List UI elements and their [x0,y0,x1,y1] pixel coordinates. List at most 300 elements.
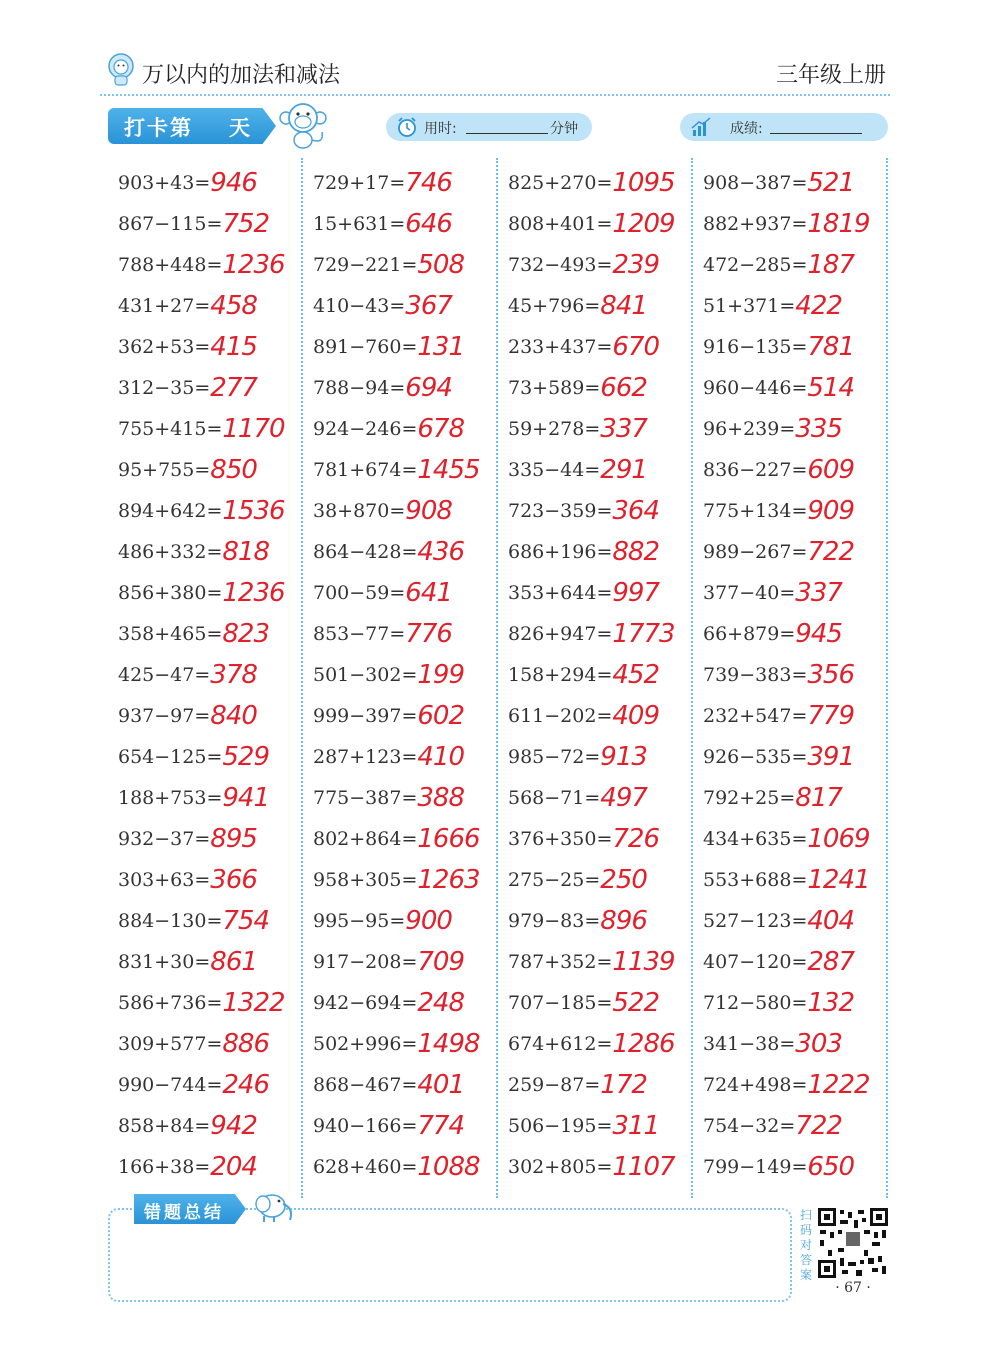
problem-item [703,535,854,565]
handwritten-answer[interactable]: 391 [807,742,855,772]
handwritten-answer[interactable]: 694 [405,373,452,403]
qr-code-icon[interactable] [818,1208,888,1278]
handwritten-answer[interactable]: 908 [405,496,452,526]
handwritten-answer[interactable]: 609 [807,455,855,485]
problem-equation: 729−221= [313,254,418,276]
problem-equation: 486+332= [118,541,223,563]
handwritten-answer[interactable]: 514 [807,373,855,403]
handwritten-answer[interactable]: 1139 [612,947,675,977]
problem-row [108,486,303,527]
handwritten-answer[interactable]: 199 [417,660,465,690]
handwritten-answer[interactable]: 646 [405,209,452,239]
problem-row [303,1101,498,1142]
handwritten-answer[interactable]: 1209 [612,209,675,239]
problem-item [703,207,870,237]
problem-equation: 856+380= [118,582,223,604]
problem-row [303,158,498,199]
problem-item [508,166,675,196]
handwritten-answer[interactable]: 817 [795,783,842,813]
handwritten-answer[interactable]: 941 [222,783,270,813]
problem-equation: 979−83= [508,910,601,932]
handwritten-answer[interactable]: 602 [417,701,465,731]
handwritten-answer[interactable]: 436 [417,537,465,567]
handwritten-answer[interactable]: 404 [807,906,855,936]
problem-item [508,781,647,811]
problem-equation: 59+278= [508,418,601,440]
problem-row [303,855,498,896]
problem-item [508,863,647,893]
handwritten-answer[interactable]: 1222 [807,1070,870,1100]
handwritten-answer[interactable]: 913 [600,742,647,772]
handwritten-answer[interactable]: 861 [210,947,257,977]
handwritten-answer[interactable]: 246 [222,1070,270,1100]
handwritten-answer[interactable]: 886 [222,1029,270,1059]
handwritten-answer[interactable]: 662 [600,373,647,403]
problem-item [118,781,269,811]
score-label: 成绩: [730,121,763,137]
problem-row [303,814,498,855]
handwritten-answer[interactable]: 909 [807,496,855,526]
problem-equation: 826+947= [508,623,613,645]
handwritten-answer[interactable]: 776 [405,619,452,649]
problem-row [108,773,303,814]
handwritten-answer[interactable]: 1286 [612,1029,675,1059]
problem-equation: 960−446= [703,377,808,399]
handwritten-answer[interactable]: 364 [612,496,660,526]
problem-equation: 781+674= [313,459,418,481]
problem-item [313,699,464,729]
handwritten-answer[interactable]: 1322 [222,988,285,1018]
problem-row [498,404,693,445]
problem-equation: 527−123= [703,910,808,932]
handwritten-answer[interactable]: 945 [795,619,842,649]
handwritten-answer[interactable]: 508 [417,250,465,280]
handwritten-answer[interactable]: 239 [612,250,660,280]
problem-item [118,207,269,237]
lion-mascot-icon [106,52,136,86]
handwritten-answer[interactable]: 1088 [417,1152,480,1182]
handwritten-answer[interactable]: 132 [807,988,855,1018]
problem-column-3 [498,158,693,1198]
problem-item [313,576,452,606]
problem-equation: 259−87= [508,1074,601,1096]
problem-item [313,1150,480,1180]
handwritten-answer[interactable]: 774 [417,1111,465,1141]
problem-row [108,855,303,896]
problem-equation: 611−202= [508,705,613,727]
handwritten-answer[interactable]: 287 [807,947,855,977]
handwritten-answer[interactable]: 726 [612,824,660,854]
handwritten-answer[interactable]: 722 [807,537,855,567]
handwritten-answer[interactable]: 670 [612,332,660,362]
handwritten-answer[interactable]: 1236 [222,578,285,608]
handwritten-answer[interactable]: 840 [210,701,257,731]
problem-grid [108,158,888,1198]
problem-row [108,445,303,486]
handwritten-answer[interactable]: 1455 [417,455,480,485]
problem-row [693,650,888,691]
problem-item [118,494,285,524]
problem-item [508,1068,647,1098]
handwritten-answer[interactable]: 388 [417,783,465,813]
handwritten-answer[interactable]: 248 [417,988,465,1018]
problem-row [108,199,303,240]
problem-equation: 66+879= [703,623,796,645]
handwritten-answer[interactable]: 131 [417,332,465,362]
problem-item [703,494,854,524]
problem-item [508,1109,659,1139]
handwritten-answer[interactable]: 942 [210,1111,257,1141]
problem-item [703,822,870,852]
problem-row [693,855,888,896]
problem-equation: 775+134= [703,500,808,522]
problem-row [498,1101,693,1142]
problem-row [108,978,303,1019]
problem-item [508,822,659,852]
problem-item [508,658,659,688]
problem-equation: 999−397= [313,705,418,727]
handwritten-answer[interactable]: 378 [210,660,257,690]
problem-row [108,1142,303,1183]
problem-item [508,699,659,729]
problem-row [693,568,888,609]
problem-item [703,248,854,278]
page-number: · 67 · [835,1280,871,1296]
handwritten-answer[interactable]: 250 [600,865,647,895]
handwritten-answer[interactable]: 1069 [807,824,870,854]
problem-row [693,281,888,322]
problem-row [303,445,498,486]
problem-equation: 755+415= [118,418,223,440]
problem-equation: 434+635= [703,828,808,850]
problem-equation: 45+796= [508,295,601,317]
problem-equation: 287+123= [313,746,418,768]
checkin-text [124,112,252,142]
handwritten-answer[interactable]: 303 [795,1029,842,1059]
handwritten-answer[interactable]: 997 [612,578,660,608]
problem-row [693,609,888,650]
handwritten-answer[interactable]: 1095 [612,168,675,198]
problem-item [118,740,269,770]
problem-item [703,1150,854,1180]
problem-row [303,281,498,322]
problem-equation: 916−135= [703,336,808,358]
handwritten-answer[interactable]: 900 [405,906,452,936]
handwritten-answer[interactable]: 1170 [222,414,285,444]
handwritten-answer[interactable]: 335 [795,414,842,444]
problem-item [703,412,842,442]
problem-item [118,330,257,360]
handwritten-answer[interactable]: 1241 [807,865,870,895]
problem-row [108,896,303,937]
problem-item [703,986,854,1016]
problem-row [498,937,693,978]
problem-row [303,650,498,691]
handwritten-answer[interactable]: 650 [807,1152,855,1182]
handwritten-answer[interactable]: 422 [795,291,842,321]
problem-item [118,986,285,1016]
problem-item [118,1109,257,1139]
problem-equation: 96+239= [703,418,796,440]
problem-equation: 302+805= [508,1156,613,1178]
handwritten-answer[interactable]: 1236 [222,250,285,280]
problem-row [693,1142,888,1183]
problem-item [313,1109,464,1139]
problem-row [108,322,303,363]
problem-equation: 868−467= [313,1074,418,1096]
problem-item [313,494,452,524]
handwritten-answer[interactable]: 754 [222,906,270,936]
problem-row [498,814,693,855]
handwritten-answer[interactable]: 882 [612,537,660,567]
handwritten-answer[interactable]: 337 [795,578,842,608]
handwritten-answer[interactable]: 311 [612,1111,660,1141]
problem-row [693,527,888,568]
problem-row [693,199,888,240]
problem-equation: 376+350= [508,828,613,850]
problem-item [508,740,647,770]
problem-equation: 700−59= [313,582,406,604]
problem-item [118,576,285,606]
problem-equation: 707−185= [508,992,613,1014]
handwritten-answer[interactable]: 746 [405,168,452,198]
problem-row [693,445,888,486]
problem-row [498,691,693,732]
handwritten-answer[interactable]: 1107 [612,1152,675,1182]
handwritten-answer[interactable]: 452 [612,660,660,690]
problem-equation: 501−302= [313,664,418,686]
problem-item [703,863,870,893]
problem-equation: 836−227= [703,459,808,481]
problem-column-2 [303,158,498,1198]
problem-equation: 341−38= [703,1033,796,1055]
handwritten-answer[interactable]: 521 [807,168,855,198]
handwritten-answer[interactable]: 415 [210,332,257,362]
handwritten-answer[interactable]: 781 [807,332,855,362]
header-divider [100,94,890,96]
problem-equation: 431+27= [118,295,211,317]
problem-item [703,658,854,688]
time-label: 用时: [424,121,457,137]
problem-row [498,896,693,937]
problem-equation: 232+547= [703,705,808,727]
handwritten-answer[interactable]: 497 [600,783,647,813]
handwritten-answer[interactable]: 367 [405,291,452,321]
problem-equation: 858+84= [118,1115,211,1137]
problem-equation: 233+437= [508,336,613,358]
problem-item [118,1068,269,1098]
handwritten-answer[interactable]: 1498 [417,1029,480,1059]
handwritten-answer[interactable]: 818 [222,537,270,567]
problem-row [693,486,888,527]
problem-row [108,1101,303,1142]
problem-row [108,609,303,650]
handwritten-answer[interactable]: 522 [612,988,660,1018]
problem-equation: 926−535= [703,746,808,768]
problem-row [303,1142,498,1183]
problem-row [303,527,498,568]
problem-equation: 788−94= [313,377,406,399]
problem-item [313,904,452,934]
problem-item [118,699,257,729]
problem-equation: 73+589= [508,377,601,399]
problem-item [118,658,257,688]
problem-equation: 553+688= [703,869,808,891]
score-input[interactable] [770,119,862,134]
problem-item [118,945,257,975]
page-header [100,48,890,98]
problem-equation: 158+294= [508,664,613,686]
problem-item [703,1109,842,1139]
problem-equation: 958+305= [313,869,418,891]
problem-item [703,945,854,975]
problem-equation: 586+736= [118,992,223,1014]
problem-row [108,691,303,732]
problem-row [693,404,888,445]
problem-row [693,363,888,404]
problem-equation: 867−115= [118,213,223,235]
problem-row [303,199,498,240]
problem-row [498,1060,693,1101]
problem-row [498,322,693,363]
handwritten-answer[interactable]: 204 [210,1152,257,1182]
scan-answers-text: 扫码对答案 [800,1208,813,1282]
problem-item [508,330,659,360]
handwritten-answer[interactable]: 458 [210,291,257,321]
problem-item [508,248,659,278]
handwritten-answer[interactable]: 752 [222,209,270,239]
problem-item [313,822,480,852]
problem-row [303,363,498,404]
problem-item [118,248,285,278]
problem-row [693,1060,888,1101]
handwritten-answer[interactable]: 678 [417,414,465,444]
problem-equation: 940−166= [313,1115,418,1137]
problem-equation: 628+460= [313,1156,418,1178]
problem-row [498,445,693,486]
handwritten-answer[interactable]: 850 [210,455,257,485]
problem-equation: 353+644= [508,582,613,604]
handwritten-answer[interactable]: 722 [795,1111,842,1141]
problem-item [313,945,464,975]
problem-item [313,330,464,360]
problem-row [693,1019,888,1060]
handwritten-answer[interactable]: 709 [417,947,465,977]
problem-row [108,1060,303,1101]
handwritten-answer[interactable]: 841 [600,291,647,321]
problem-item [508,945,675,975]
problem-row [498,978,693,1019]
handwritten-answer[interactable]: 529 [222,742,270,772]
handwritten-answer[interactable]: 1536 [222,496,285,526]
problem-equation: 894+642= [118,500,223,522]
problem-row [108,363,303,404]
problem-equation: 506−195= [508,1115,613,1137]
problem-equation: 903+43= [118,172,211,194]
problem-row [303,773,498,814]
problem-row [498,1142,693,1183]
handwritten-answer[interactable]: 356 [807,660,855,690]
problem-equation: 568−71= [508,787,601,809]
problem-item [118,1150,257,1180]
problem-row [108,404,303,445]
problem-equation: 882+937= [703,213,808,235]
problem-equation: 362+53= [118,336,211,358]
problem-item [118,1027,269,1057]
problem-row [108,568,303,609]
problem-equation: 884−130= [118,910,223,932]
problem-row [303,322,498,363]
problem-column-1 [108,158,303,1198]
problem-item [313,207,452,237]
handwritten-answer[interactable]: 291 [600,455,647,485]
problem-item [508,535,659,565]
problem-equation: 917−208= [313,951,418,973]
problem-equation: 472−285= [703,254,808,276]
problem-row [693,732,888,773]
handwritten-answer[interactable]: 366 [210,865,257,895]
handwritten-answer[interactable]: 410 [417,742,465,772]
problem-item [313,617,452,647]
handwritten-answer[interactable]: 779 [807,701,855,731]
problem-row [303,691,498,732]
handwritten-answer[interactable]: 823 [222,619,270,649]
problem-row [303,732,498,773]
problem-row [108,732,303,773]
checkin-prefix: 打卡第 [124,116,193,140]
alarm-clock-icon [396,116,418,138]
problem-equation: 924−246= [313,418,418,440]
time-input[interactable] [466,119,548,134]
problem-row [303,1060,498,1101]
problem-row [693,937,888,978]
problem-row [498,363,693,404]
time-field [386,113,592,141]
problem-equation: 995−95= [313,910,406,932]
problem-row [303,1019,498,1060]
handwritten-answer[interactable]: 896 [600,906,647,936]
problem-row [693,978,888,1019]
problem-equation: 166+38= [118,1156,211,1178]
problem-equation: 425−47= [118,664,211,686]
problem-equation: 754−32= [703,1115,796,1137]
handwritten-answer[interactable]: 337 [600,414,647,444]
problem-equation: 937−97= [118,705,211,727]
handwritten-answer[interactable]: 409 [612,701,660,731]
problem-equation: 908−387= [703,172,808,194]
grade-label: 三年级上册 [775,63,886,88]
problem-equation: 502+996= [313,1033,418,1055]
handwritten-answer[interactable]: 1773 [612,619,675,649]
handwritten-answer[interactable]: 401 [417,1070,465,1100]
handwritten-answer[interactable]: 1819 [807,209,870,239]
problem-equation: 309+577= [118,1033,223,1055]
handwritten-answer[interactable]: 172 [600,1070,647,1100]
handwritten-answer[interactable]: 641 [405,578,452,608]
problem-row [303,486,498,527]
handwritten-answer[interactable]: 1263 [417,865,480,895]
handwritten-answer[interactable]: 895 [210,824,257,854]
handwritten-answer[interactable]: 946 [210,168,257,198]
problem-item [703,781,842,811]
handwritten-answer[interactable]: 277 [210,373,257,403]
problem-item [508,1150,675,1180]
handwritten-answer[interactable]: 187 [807,250,855,280]
problem-row [693,814,888,855]
handwritten-answer[interactable]: 1666 [417,824,480,854]
problem-item [313,166,452,196]
problem-item [118,535,269,565]
